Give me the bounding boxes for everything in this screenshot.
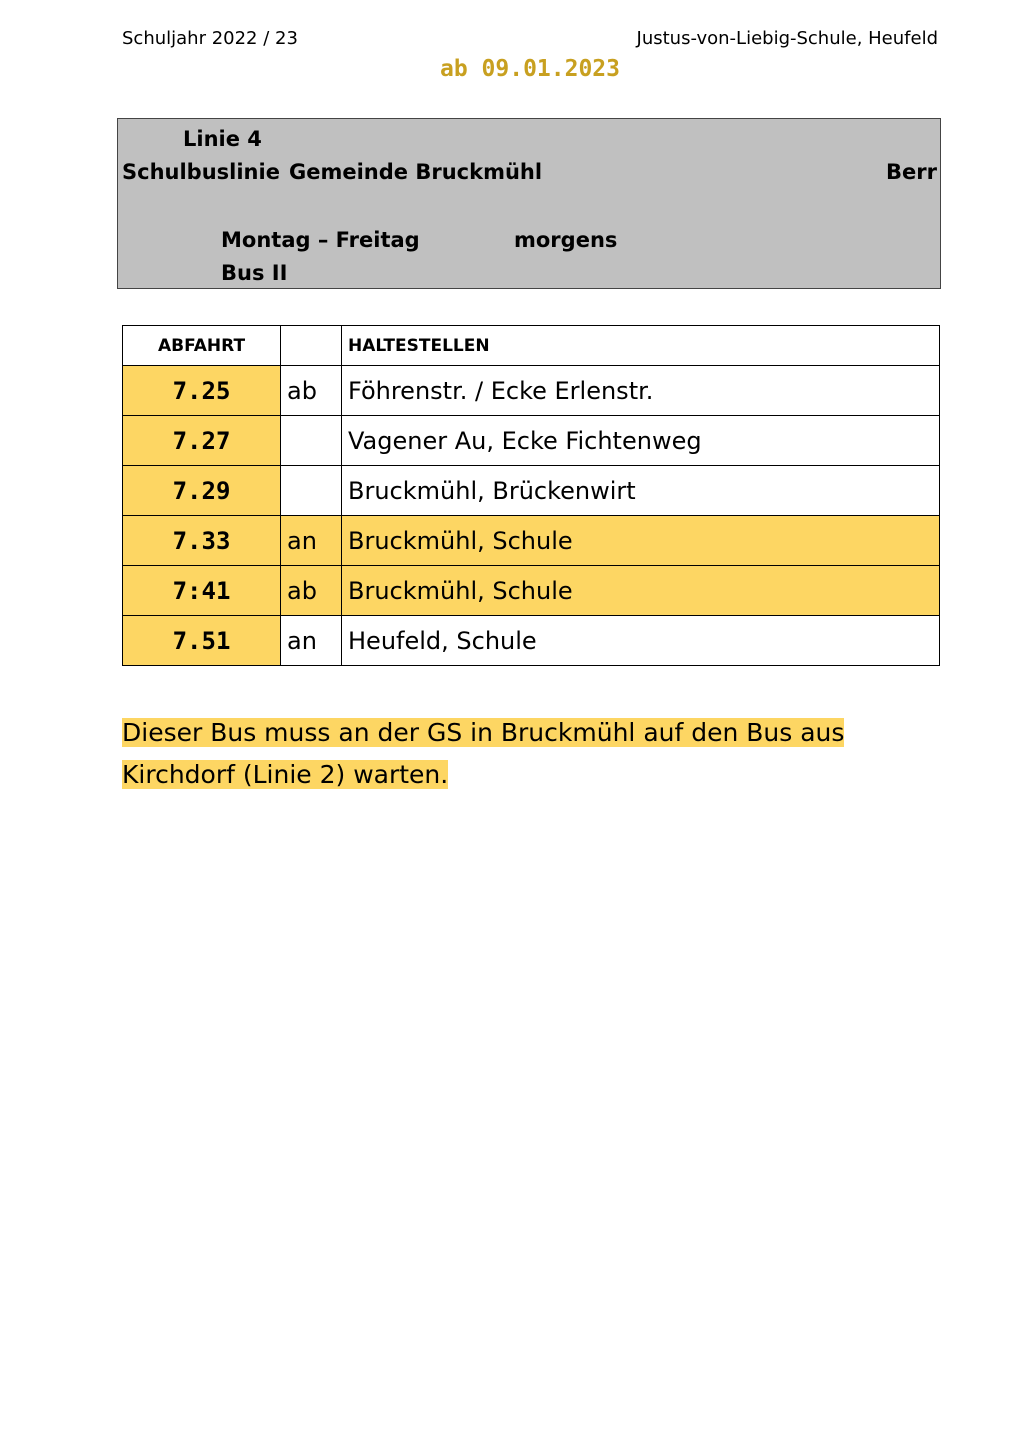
- stop-name: Bruckmühl, Schule: [342, 566, 940, 616]
- stop-name: Bruckmühl, Brückenwirt: [342, 466, 940, 516]
- line-number: Linie 4: [183, 127, 262, 151]
- arrival-departure-mark: an: [281, 516, 342, 566]
- table-row: [123, 616, 940, 666]
- departure-time: 7.51: [123, 616, 281, 666]
- arrival-departure-mark: [281, 466, 342, 516]
- stop-name: Bruckmühl, Schule: [342, 516, 940, 566]
- table-row: [123, 516, 940, 566]
- arrival-departure-mark: ab: [281, 366, 342, 416]
- table-row: [123, 416, 940, 466]
- line-type: Schulbuslinie: [122, 160, 280, 184]
- arrival-departure-mark: an: [281, 616, 342, 666]
- departure-time: 7.33: [123, 516, 281, 566]
- stop-name: Heufeld, Schule: [342, 616, 940, 666]
- bus-number: Bus II: [221, 261, 288, 285]
- table-row: [123, 566, 940, 616]
- operating-days: Montag – Freitag: [221, 228, 420, 252]
- table-row: [123, 466, 940, 516]
- school-year: Schuljahr 2022 / 23: [122, 28, 298, 49]
- line-info-box: [117, 118, 941, 289]
- municipality: Gemeinde Bruckmühl: [289, 160, 543, 184]
- operator: Berr: [886, 160, 937, 184]
- arrival-departure-mark: [281, 416, 342, 466]
- departure-time: 7.25: [123, 366, 281, 416]
- stop-name: Vagener Au, Ecke Fichtenweg: [342, 416, 940, 466]
- departure-time: 7.27: [123, 416, 281, 466]
- note-line-2: Kirchdorf (Linie 2) warten.: [122, 760, 449, 789]
- departure-time: 7.29: [123, 466, 281, 516]
- header-mark: [281, 326, 342, 366]
- stop-name: Föhrenstr. / Ecke Erlenstr.: [342, 366, 940, 416]
- table-header-row: [123, 326, 940, 366]
- time-of-day: morgens: [514, 228, 618, 252]
- header-stops: HALTESTELLEN: [342, 326, 940, 366]
- timetable: [122, 325, 940, 666]
- header-departure: ABFAHRT: [123, 326, 281, 366]
- arrival-departure-mark: ab: [281, 566, 342, 616]
- note-line-1: Dieser Bus muss an der GS in Bruckmühl auf den Bus aus: [122, 718, 845, 747]
- table-row: [123, 366, 940, 416]
- valid-from-date: ab 09.01.2023: [439, 56, 620, 82]
- transfer-note: [122, 712, 844, 796]
- departure-time: 7:41: [123, 566, 281, 616]
- school-name: Justus-von-Liebig-Schule, Heufeld: [636, 28, 938, 49]
